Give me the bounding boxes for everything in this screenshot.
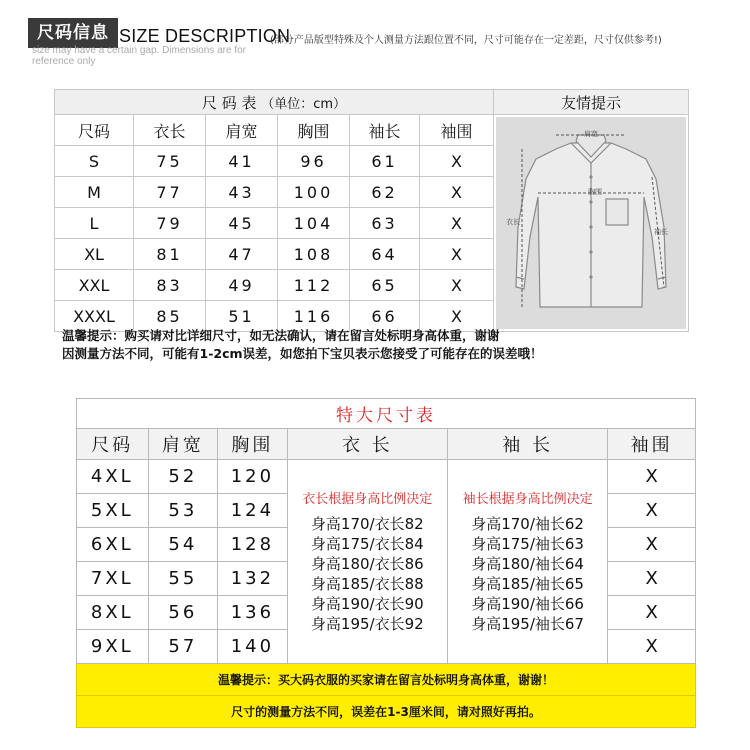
- shirt-icon: [496, 117, 686, 329]
- length-note: 衣长根据身高比例决定: [302, 491, 433, 507]
- length-line: 身高175/衣长84: [310, 534, 424, 553]
- cell-cuff: X: [608, 528, 696, 562]
- cell-shoulder: 57: [148, 630, 218, 664]
- cell-size: 7XL: [77, 562, 149, 596]
- cell-size: XXXL: [55, 301, 134, 332]
- cell-shoulder: 47: [206, 239, 278, 270]
- diagram-label-length: 衣长: [506, 218, 520, 226]
- cell-cuff: X: [420, 270, 494, 301]
- length-line: 身高180/衣长86: [310, 554, 424, 573]
- header-note: (部分产品版型特殊及个人测量方法跟位置不同，尺寸可能存在一定差距，尺寸仅供参考!): [270, 35, 662, 46]
- cell-cuff: X: [608, 596, 696, 630]
- plus-size-table: [76, 398, 696, 728]
- cell-shoulder: 41: [206, 146, 278, 177]
- cell-length: 75: [134, 146, 206, 177]
- cell-chest: 120: [218, 460, 288, 494]
- warm-tip-1-line1: 温馨提示：购买请对比详细尺寸，如无法确认，请在留言处标明身高体重，谢谢: [62, 328, 500, 343]
- cell-chest: 124: [218, 494, 288, 528]
- size-chart-header-row: [55, 115, 689, 146]
- cell-size: 5XL: [77, 494, 149, 528]
- plus-size-table-wrap: [76, 398, 696, 728]
- shirt-diagram: [496, 117, 686, 329]
- cell-sleeve: 65: [350, 270, 420, 301]
- sleeve-note: 袖长根据身高比例决定: [462, 491, 593, 507]
- plus-size-header-row: [77, 429, 696, 460]
- size-info-badge: 尺码信息: [28, 18, 118, 48]
- size-chart-title: 尺 码 表: [201, 93, 257, 112]
- cell-cuff: X: [608, 494, 696, 528]
- sleeve-line: 身高185/袖长65: [471, 574, 584, 593]
- col-header-chest: 胸围: [278, 115, 350, 146]
- col-header-sleeve: 袖 长: [447, 429, 607, 460]
- cell-size: XL: [55, 239, 134, 270]
- shirt-diagram-cell: [494, 115, 689, 332]
- cell-cuff: X: [420, 239, 494, 270]
- col-header-size: 尺码: [55, 115, 134, 146]
- cell-chest: 104: [278, 208, 350, 239]
- cell-shoulder: 54: [148, 528, 218, 562]
- cell-size: 9XL: [77, 630, 149, 664]
- size-chart-caption-row: [55, 90, 689, 115]
- cell-cuff: X: [420, 301, 494, 332]
- warm-tip-1: [62, 327, 543, 363]
- col-header-shoulder: 肩宽: [148, 429, 218, 460]
- length-line: 身高195/衣长92: [310, 614, 424, 633]
- cell-sleeve: 61: [350, 146, 420, 177]
- cell-size: 8XL: [77, 596, 149, 630]
- col-header-length: 衣长: [134, 115, 206, 146]
- cell-size: L: [55, 208, 134, 239]
- cell-cuff: X: [608, 460, 696, 494]
- cell-size: M: [55, 177, 134, 208]
- cell-cuff: X: [608, 630, 696, 664]
- diagram-label-shoulder: 肩宽: [584, 130, 598, 138]
- cell-size: 6XL: [77, 528, 149, 562]
- sleeve-line: 身高195/袖长67: [471, 614, 584, 633]
- cell-size: 4XL: [77, 460, 149, 494]
- footer-row-1: [77, 664, 696, 696]
- sleeve-by-height-cell: [447, 460, 607, 664]
- cell-chest: 112: [278, 270, 350, 301]
- sleeve-line: 身高190/袖长66: [471, 594, 584, 613]
- sleeve-line: 身高180/袖长64: [471, 554, 584, 573]
- cell-sleeve: 66: [350, 301, 420, 332]
- cell-shoulder: 52: [148, 460, 218, 494]
- cell-chest: 132: [218, 562, 288, 596]
- table-row: [77, 460, 696, 494]
- length-line: 身高190/衣长90: [310, 594, 424, 613]
- cell-cuff: X: [420, 177, 494, 208]
- cell-shoulder: 51: [206, 301, 278, 332]
- cell-sleeve: 62: [350, 177, 420, 208]
- col-header-cuff: 袖围: [420, 115, 494, 146]
- col-header-shoulder: 肩宽: [206, 115, 278, 146]
- cell-size: S: [55, 146, 134, 177]
- header-subtitle: size may have a certain gap. Dimensions are for reference only: [32, 45, 246, 67]
- size-chart-caption: [55, 90, 494, 115]
- footer-row-2: [77, 696, 696, 728]
- diagram-label-sleeve: 袖长: [654, 228, 668, 236]
- cell-cuff: X: [608, 562, 696, 596]
- warm-tip-1-line2: 因测量方法不同，可能有1-2cm误差，如您拍下宝贝表示您接受了可能存在的误差哦！: [62, 346, 543, 361]
- plus-size-footer-1: 温馨提示：买大码衣服的买家请在留言处标明身高体重，谢谢！: [77, 664, 696, 696]
- plus-size-title-row: [77, 399, 696, 429]
- length-line: 身高185/衣长88: [310, 574, 424, 593]
- plus-size-title: 特大尺寸表: [77, 399, 696, 429]
- cell-length: 81: [134, 239, 206, 270]
- cell-chest: 108: [278, 239, 350, 270]
- size-chart-table: [54, 89, 689, 332]
- plus-size-footer-2: 尺寸的测量方法不同，误差在1-3厘米间，请对照好再拍。: [77, 696, 696, 728]
- tip-header: 友情提示: [494, 90, 689, 115]
- cell-chest: 136: [218, 596, 288, 630]
- cell-cuff: X: [420, 146, 494, 177]
- col-header-chest: 胸围: [218, 429, 288, 460]
- cell-sleeve: 63: [350, 208, 420, 239]
- cell-chest: 128: [218, 528, 288, 562]
- cell-length: 77: [134, 177, 206, 208]
- length-by-height-cell: [287, 460, 447, 664]
- diagram-label-chest: 胸围: [588, 188, 602, 196]
- size-chart-unit: （单位：cm）: [261, 96, 347, 112]
- cell-shoulder: 45: [206, 208, 278, 239]
- cell-length: 79: [134, 208, 206, 239]
- cell-size: XXL: [55, 270, 134, 301]
- cell-sleeve: 64: [350, 239, 420, 270]
- cell-chest: 96: [278, 146, 350, 177]
- col-header-cuff: 袖围: [608, 429, 696, 460]
- cell-chest: 116: [278, 301, 350, 332]
- cell-shoulder: 55: [148, 562, 218, 596]
- col-header-length: 衣 长: [287, 429, 447, 460]
- cell-length: 83: [134, 270, 206, 301]
- col-header-sleeve: 袖长: [350, 115, 420, 146]
- cell-chest: 140: [218, 630, 288, 664]
- page-title: SIZE DESCRIPTION: [119, 26, 291, 46]
- cell-shoulder: 49: [206, 270, 278, 301]
- cell-shoulder: 53: [148, 494, 218, 528]
- cell-shoulder: 43: [206, 177, 278, 208]
- length-line: 身高170/衣长82: [310, 514, 424, 533]
- sleeve-line: 身高175/袖长63: [471, 534, 584, 553]
- sleeve-line: 身高170/袖长62: [471, 514, 584, 533]
- cell-length: 85: [134, 301, 206, 332]
- cell-shoulder: 56: [148, 596, 218, 630]
- cell-chest: 100: [278, 177, 350, 208]
- cell-cuff: X: [420, 208, 494, 239]
- col-header-size: 尺码: [77, 429, 149, 460]
